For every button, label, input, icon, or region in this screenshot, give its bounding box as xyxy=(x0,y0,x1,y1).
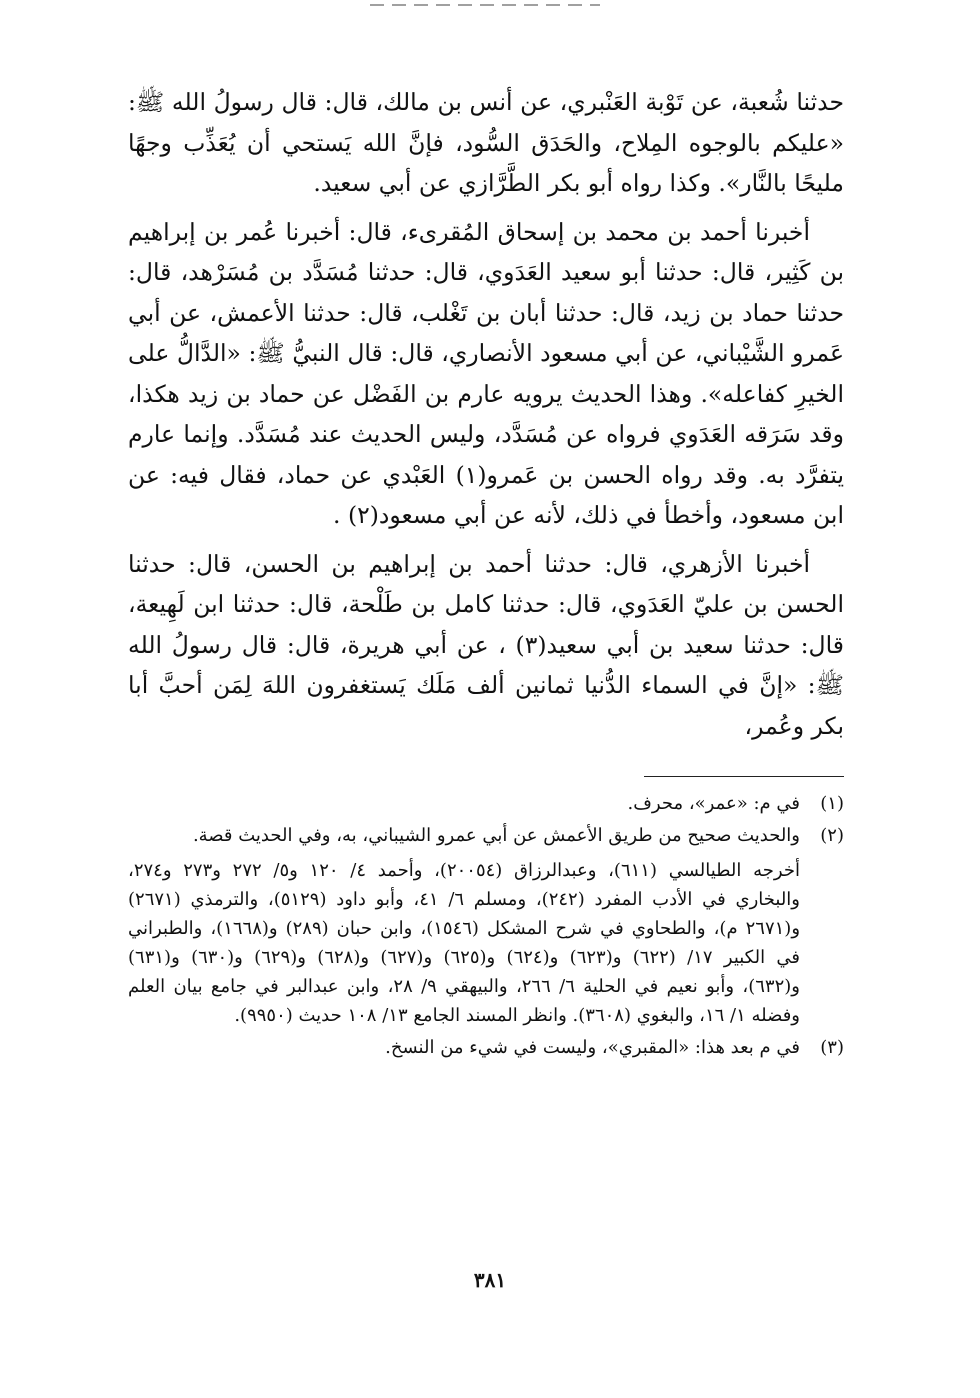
footnote-1 xyxy=(128,789,844,818)
paragraph-3: أخبرنا الأزهري، قال: حدثنا أحمد بن إبراهيم بن الحسن، قال: حدثنا الحسن بن عليّ العَدَوي، قال: حدثنا كامل بن طَلْحة، قال: حدثنا ابن لَهِيعة، قال: حدثنا سعيد بن أبي سعيد(٣) ، عن أبي هريرة، قال: قال رسولُ الله ﷺ: «إنَّ في السماء الدُّنيا ثمانين ألف مَلَك يَستغفرون اللهَ لِمَن أحبَّ أبا بكر وعُمر، xyxy=(128,549,844,740)
paragraph-2: أخبرنا أحمد بن محمد بن إسحاق المُقرىء، قال: أخبرنا عُمر بن إبراهيم بن كَثِير، قال: حدثنا أبو سعيد العَدَوي، قال: حدثنا مُسَدَّد بن مُسَرْهد، قال: حدثنا حماد بن زيد، قال: حدثنا أبان بن تَغْلب، قال: حدثنا الأعمش، عن أبي عَمرو الشَّيْباني، عن أبي مسعود الأنصاري، قال: قال النبيُّ ﷺ: «الدَّالُّ على الخيرِ كفاعله». وهذا الحديث يرويه عارم بن الفَضْل عن حماد بن زيد هكذا، وقد سَرَقه العَدَوي فرواه عن مُسَدَّد، وليس الحديث عند مُسَدَّد. وإنما عارم يتفرَّد به. وقد رواه الحسن بن عَمرو(١) العَبْدي عن حماد، فقال فيه: عن ابن مسعود، وأخطأ في ذلك، لأنه عن أبي مسعود(٢) . xyxy=(128,217,844,529)
footnote-2 xyxy=(128,821,844,850)
footnote-number: (٣) xyxy=(820,1037,844,1058)
main-text xyxy=(128,82,844,746)
footnote-number: (٢) xyxy=(820,825,844,846)
footnote-3 xyxy=(128,1033,844,1062)
paragraph-1: حدثنا شُعبة، عن تَوْبة العَنْبري، عن أنس بن مالك، قال: قال رسولُ الله ﷺ: «عليكم بالوجوه المِلاح، والحَدَق السُّود، فإنَّ الله يَستحي أن يُعَذِّب وجهًا مليحًا بالنَّار». وكذا رواه أبو بكر الطَّرَّازي عن أبي سعيد. xyxy=(128,88,844,197)
footnote-number: (١) xyxy=(820,793,844,814)
footnote-text: في م بعد هذا: «المقبري»، وليست في شيء من النسخ. xyxy=(385,1037,800,1058)
footnote-text: في م: «عمر»، محرف. xyxy=(627,793,800,814)
footnote-separator xyxy=(644,776,844,777)
page-number: ٣٨١ xyxy=(473,1268,507,1292)
top-scan-marks xyxy=(370,4,600,6)
footnote-2-continuation: أخرجه الطيالسي (٦١١)، وعبدالرزاق (٢٠٠٥٤)، وأحمد ٤/ ١٢٠ و٥/ ٢٧٢ و٢٧٣ و٢٧٤، والبخاري في الأدب المفرد (٢٤٢)، ومسلم ٦/ ٤١، وأبو داود (٥١٢٩)، والترمذي (٢٦٧١) و(٢٦٧١ م)، والطحاوي في شرح المشكل (١٥٤٦)، وابن حبان (٢٨٩) و(١٦٦٨)، والطبراني في الكبير ١٧/ (٦٢٢) و(٦٢٣) و(٦٢٤) و(٦٢٥) و(٦٢٧) و(٦٢٨) و(٦٢٩) و(٦٣٠) و(٦٣١) و(٦٣٢)، وأبو نعيم في الحلية ٦/ ٢٦٦، والبيهقي ٩/ ٢٨، وابن عبدالبر في جامع بيان العلم وفضله ١/ ١٦، والبغوي (٣٦٠٨). وانظر المسند الجامع ١٣/ ١٠٨ حديث (٩٩٥٠). xyxy=(128,860,801,1026)
footnote-text: والحديث صحيح من طريق الأعمش عن أبي عمرو الشيباني، به، وفي الحديث قصة. xyxy=(192,825,800,846)
footnotes xyxy=(128,789,844,1062)
page-content xyxy=(128,82,844,1065)
